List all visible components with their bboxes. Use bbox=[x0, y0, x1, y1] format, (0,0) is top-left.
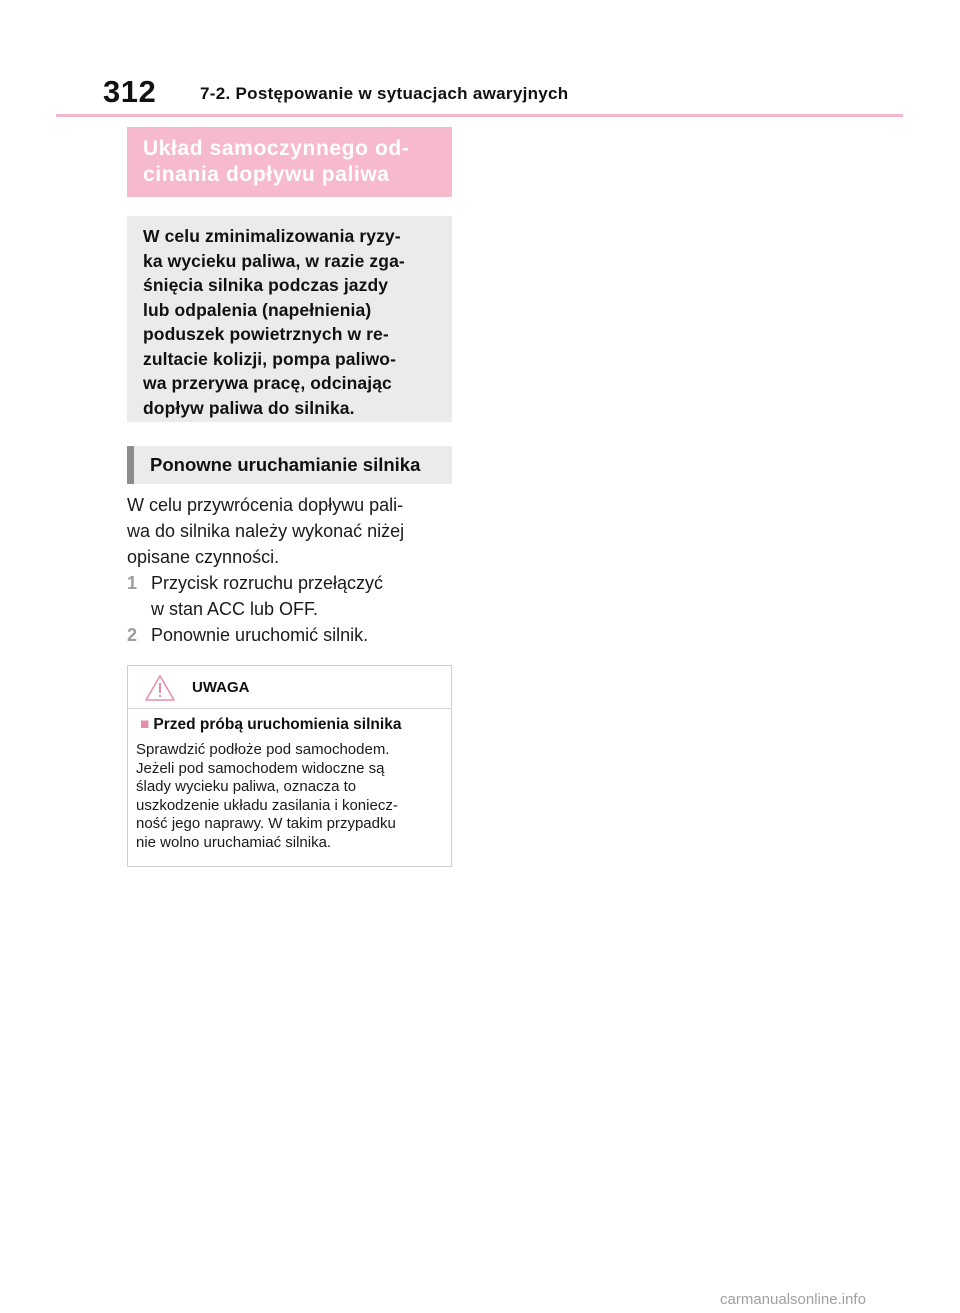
step-text: Przycisk rozruchu przełączyć w stan ACC lub OFF. bbox=[151, 573, 384, 619]
step-text: Ponownie uruchomić silnik. bbox=[151, 625, 369, 645]
subsection-heading-label: Ponowne uruchamianie silnika bbox=[150, 454, 421, 475]
header-divider bbox=[56, 114, 903, 117]
page-number: 312 bbox=[103, 74, 157, 109]
square-bullet-icon: ■ bbox=[140, 716, 150, 733]
caution-heading-text: Przed próbą uruchomienia silnika bbox=[153, 716, 402, 733]
restart-body-text: W celu przywrócenia dopływu pali- wa do silnika należy wykonać niżej opisane czynności. bbox=[127, 495, 405, 567]
caution-heading bbox=[140, 716, 450, 734]
step-number: 1 bbox=[127, 573, 138, 593]
subsection-heading bbox=[127, 446, 452, 484]
caution-box bbox=[127, 665, 452, 867]
topic-title: Układ samoczynnego od- cinania dopływu paliwa bbox=[143, 137, 410, 186]
caution-body-text: Sprawdzić podłoże pod samochodem. Jeżeli pod samochodem widoczne są ślady wycieku paliwa, oznacza to uszkodzenie układu zasilania i koniecz- ność jego naprawy. W takim przypadku nie wolno uruchamiać silnika. bbox=[136, 741, 398, 851]
watermark: carmanualsonline.info bbox=[720, 1291, 866, 1308]
caution-divider bbox=[128, 708, 451, 709]
warning-triangle-icon bbox=[144, 674, 176, 702]
caution-label: UWAGA bbox=[192, 679, 250, 696]
section-title: 7-2. Postępowanie w sytuacjach awaryjnych bbox=[200, 84, 569, 103]
step-number: 2 bbox=[127, 625, 138, 645]
intro-text: W celu zminimalizowania ryzy- ka wycieku paliwa, w razie zga- śnięcia silnika podczas jazdy lub odpalenia (napełnienia) poduszek powietrznych w re- zultacie kolizji, pompa paliwo- wa przerywa pracę, odcinając dopływ paliwa do silnika. bbox=[143, 226, 405, 418]
